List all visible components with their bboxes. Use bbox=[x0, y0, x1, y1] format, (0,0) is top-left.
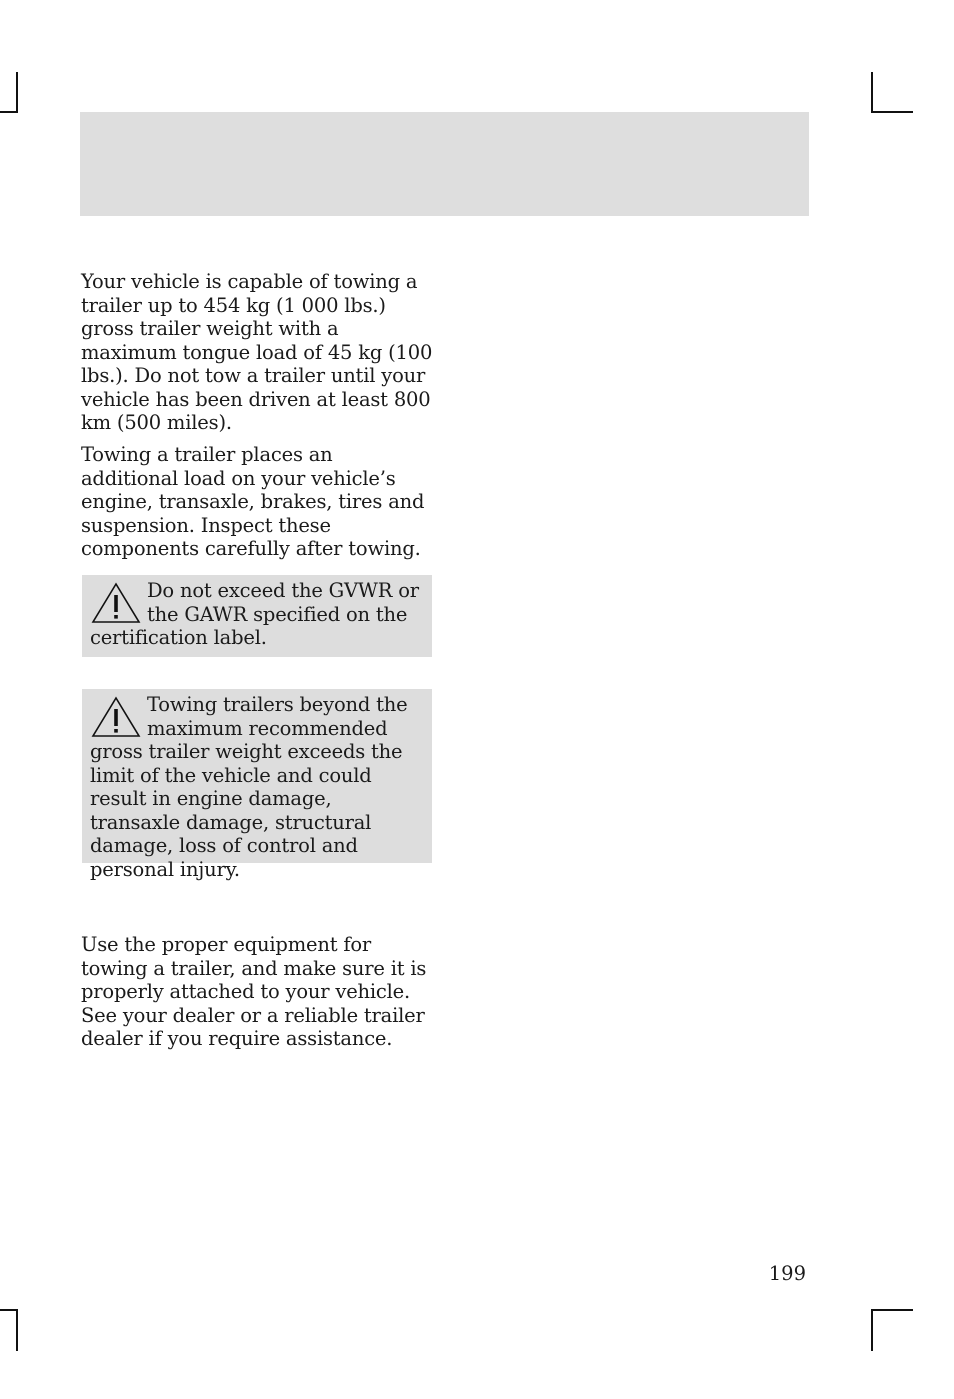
crop-mark-bottom-right-v bbox=[871, 1309, 873, 1351]
crop-mark-bottom-right-h bbox=[871, 1309, 913, 1311]
warning-triangle-icon bbox=[90, 581, 142, 625]
body-paragraph-2: Towing a trailer places an additional load on your vehicle’s engine, transaxle, brakes, tires and suspension. Inspect these components carefully after towing. bbox=[81, 443, 425, 560]
crop-mark-top-right-h bbox=[871, 111, 913, 113]
body-paragraph-2-wrap bbox=[81, 443, 433, 561]
warning-text-1: Do not exceed the GVWR or the GAWR specified on the certification label. bbox=[90, 579, 419, 649]
warning-box-1 bbox=[82, 575, 432, 657]
header-band bbox=[80, 112, 809, 216]
body-paragraph-1-wrap bbox=[81, 270, 433, 435]
warning-triangle-icon bbox=[90, 695, 142, 739]
body-paragraph-3: Use the proper equipment for towing a trailer, and make sure it is properly attached to your vehicle. See your dealer or a reliable trailer dealer if you require assistance. bbox=[81, 933, 427, 1050]
warning-box-2 bbox=[82, 689, 432, 881]
crop-mark-bottom-left-v bbox=[16, 1309, 18, 1351]
crop-mark-top-left-v bbox=[16, 72, 18, 113]
crop-mark-top-right-v bbox=[871, 72, 873, 113]
crop-mark-top-left-h bbox=[0, 111, 18, 113]
page-number: 199 bbox=[768, 1262, 806, 1285]
warning-text-2: Towing trailers beyond the maximum recommended gross trailer weight exceeds the limit of the vehicle and could result in engine damage, transaxle damage, structural damage, loss of control and personal injury. bbox=[90, 693, 408, 881]
body-paragraph-3-wrap bbox=[81, 933, 433, 1051]
body-paragraph-1: Your vehicle is capable of towing a trailer up to 454 kg (1 000 lbs.) gross trailer weight with a maximum tongue load of 45 kg (100 lbs.). Do not tow a trailer until your vehicle has been driven at least 800 km (500 miles). bbox=[81, 270, 433, 434]
